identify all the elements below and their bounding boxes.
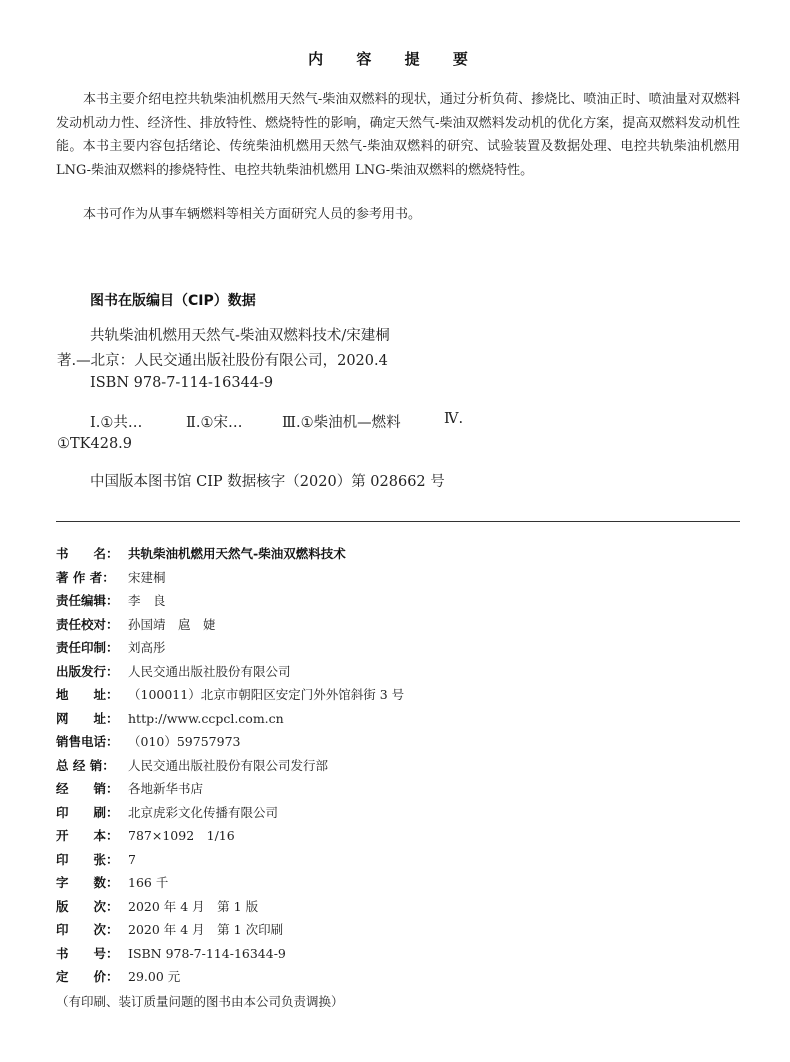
colophon-label: 责任印制： (56, 640, 119, 655)
colophon-label: 经 销： (56, 781, 119, 796)
colophon-value: 共轨柴油机燃用天然气-柴油双燃料技术 (128, 546, 346, 561)
colophon-value: 人民交通出版社股份有限公司 (128, 663, 291, 679)
colophon-value: http://www.ccpcl.com.cn (128, 710, 284, 726)
colophon-label: 字 数： (56, 875, 119, 890)
colophon-value: 2020 年 4 月 第 1 版 (128, 898, 259, 914)
colophon-label: 书 号： (56, 945, 119, 961)
divider-rule (56, 521, 740, 522)
cip-heading: 图书在版编目（CIP）数据 (90, 293, 256, 309)
colophon-value: 北京虎彩文化传播有限公司 (128, 804, 279, 820)
colophon-label: 版 次： (56, 898, 119, 914)
cip-class-item: Ⅱ.①宋… (186, 415, 243, 431)
colophon-label: 地 址： (56, 687, 119, 702)
colophon-label: 著 作 者： (56, 569, 115, 585)
colophon-value: （100011）北京市朝阳区安定门外外馆斜街 3 号 (128, 687, 405, 702)
cip-class-item: Ⅰ.①共… (90, 415, 143, 431)
colophon-value: 2020 年 4 月 第 1 次印刷 (128, 922, 284, 937)
colophon-label: 印 张： (56, 851, 119, 867)
quality-footnote: （有印刷、装订质量问题的图书由本公司负责调换） (56, 994, 344, 1009)
colophon-value: 刘高彤 (128, 640, 166, 655)
colophon-label: 销售电话： (56, 734, 119, 749)
colophon-value: （010）59757973 (128, 734, 241, 749)
colophon-label: 印 刷： (56, 804, 119, 820)
colophon-value: ISBN 978-7-114-16344-9 (128, 945, 286, 961)
colophon-value: 29.00 元 (128, 969, 181, 984)
cip-class-number: ①TK428.9 (57, 436, 133, 452)
colophon-value: 787×1092 1/16 (128, 828, 235, 843)
cip-class-item: Ⅳ. (444, 411, 464, 427)
colophon-label: 印 次： (56, 922, 119, 937)
colophon-label: 网 址： (56, 710, 119, 726)
summary-title: 内 容 提 要 (308, 50, 482, 68)
colophon-value: 各地新华书店 (128, 781, 204, 796)
summary-paragraph: 本书主要介绍电控共轨柴油机燃用天然气-柴油双燃料的现状，通过分析负荷、掺烧比、喷油正时、喷油量对双燃料发动机动力性、经济性、排放特性、燃烧特性的影响，确定天然气-柴油双燃料发动机的优化方案，提高双燃料发动机性能。本书主要内容包括绪论、传统柴油机燃用天然气-柴油双燃料的研究、试验装置及数据处理、电控共轨柴油机燃用 LNG-柴油双燃料的掺烧特性、电控共轨柴油机燃用 LNG-柴油双燃料的燃烧特性。 (56, 92, 740, 178)
colophon-label: 开 本： (56, 828, 119, 843)
colophon-label: 定 价： (56, 969, 119, 984)
cip-publisher-line: 著.—北京：人民交通出版社股份有限公司，2020.4 (57, 353, 388, 369)
colophon-label: 出版发行： (56, 663, 119, 679)
colophon-value: 7 (128, 851, 136, 867)
colophon-label: 责任校对： (56, 616, 119, 632)
colophon-value: 宋建桐 (128, 569, 166, 585)
cip-title-line: 共轨柴油机燃用天然气-柴油双燃料技术/宋建桐 (90, 328, 390, 344)
cip-record-number: 中国版本图书馆 CIP 数据核字（2020）第 028662 号 (90, 474, 445, 490)
colophon-value: 166 千 (128, 875, 169, 890)
colophon-value: 李 良 (128, 593, 166, 608)
colophon-value: 人民交通出版社股份有限公司发行部 (128, 757, 329, 773)
colophon-label: 书 名： (56, 546, 119, 561)
cip-class-item: Ⅲ.①柴油机—燃料 (282, 415, 401, 431)
colophon-value: 孙国靖 扈 婕 (128, 616, 216, 632)
colophon-label: 总 经 销： (56, 757, 115, 773)
summary-paragraph: 本书可作为从事车辆燃料等相关方面研究人员的参考用书。 (83, 207, 422, 222)
cip-isbn-line: ISBN 978-7-114-16344-9 (90, 375, 274, 391)
colophon-label: 责任编辑： (56, 593, 119, 608)
